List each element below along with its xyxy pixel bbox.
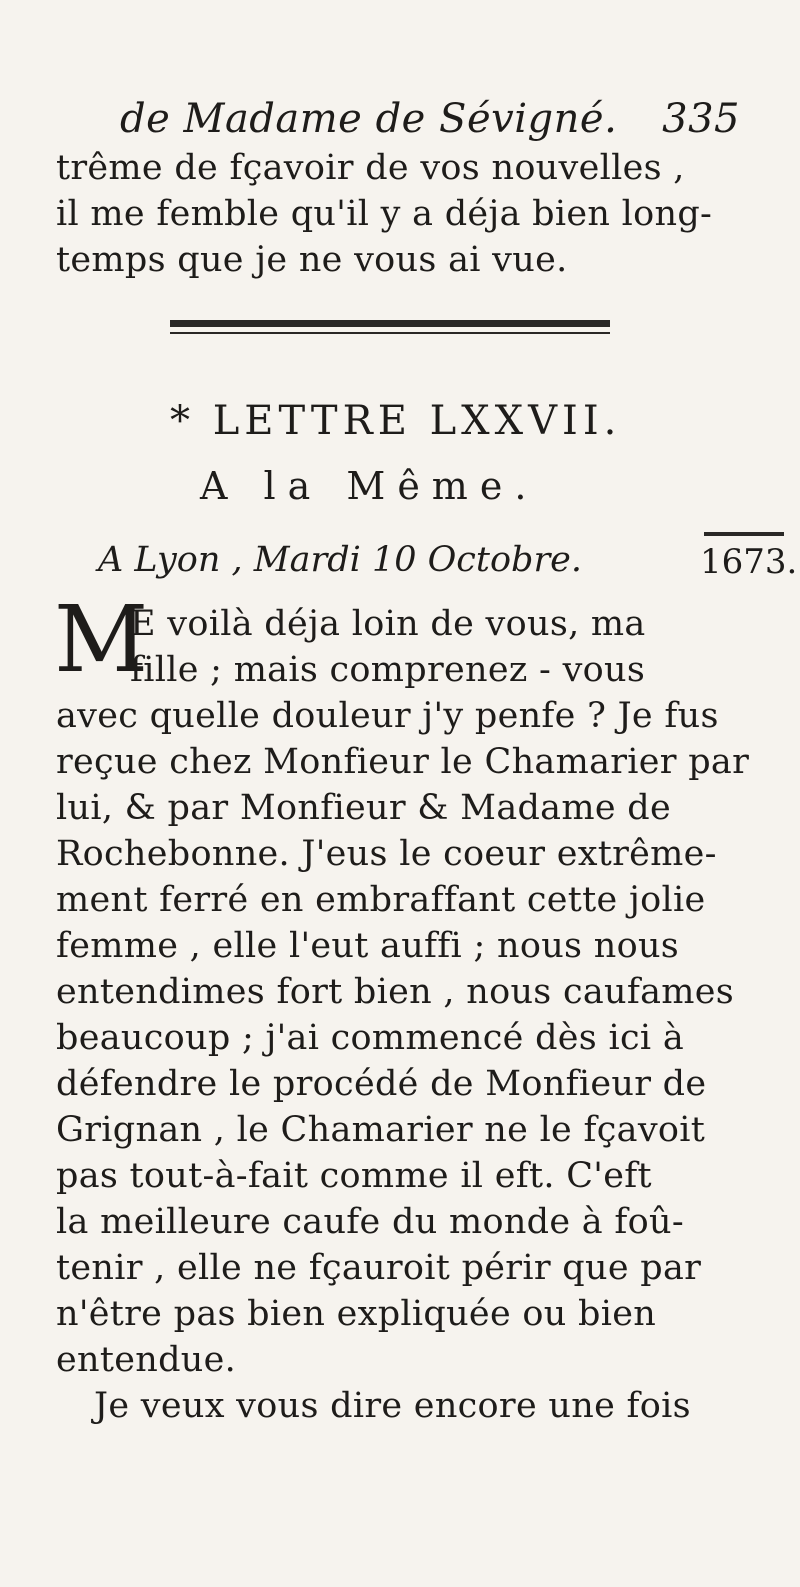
drop-cap: M bbox=[54, 586, 149, 693]
ornamental-rule-thin bbox=[170, 332, 610, 334]
body-line: beaucoup ; j'ai commencé dès ici à bbox=[56, 1018, 684, 1058]
letter-recipient: A la Même. bbox=[200, 464, 539, 508]
body-line: reçue chez Monfieur le Chamarier par bbox=[56, 742, 750, 782]
body-line: la meilleure caufe du monde à foû- bbox=[56, 1202, 684, 1242]
body-line: Grignan , le Chamarier ne le fçavoit bbox=[56, 1110, 706, 1150]
body-line: femme , elle l'eut auffi ; nous nous bbox=[56, 926, 680, 966]
letter-year: 1673. bbox=[700, 542, 798, 582]
body-line: fille ; mais comprenez - vous bbox=[130, 650, 646, 690]
body-line: pas tout-à-fait comme il eft. C'eft bbox=[56, 1156, 652, 1196]
year-rule bbox=[704, 532, 784, 536]
body-line: Rochebonne. J'eus le coeur extrême- bbox=[56, 834, 717, 874]
body-line: E voilà déja loin de vous, ma bbox=[130, 604, 646, 644]
body-line: défendre le procédé de Monfieur de bbox=[56, 1064, 707, 1104]
body-line: tenir , elle ne fçauroit périr que par bbox=[56, 1248, 702, 1288]
letter-place-date: A Lyon , Mardi 10 Octobre. bbox=[98, 540, 583, 580]
body-line: avec quelle douleur j'y penfe ? Je fus bbox=[56, 696, 719, 736]
body-line: lui, & par Monfieur & Madame de bbox=[56, 788, 671, 828]
intro-line: temps que je ne vous ai vue. bbox=[56, 240, 568, 280]
page-number: 335 bbox=[662, 96, 740, 142]
letter-title: * LETTRE LXXVII. bbox=[170, 398, 622, 444]
body-line-final: Je veux vous dire encore une fois bbox=[94, 1386, 691, 1426]
body-line: n'être pas bien expliquée ou bien bbox=[56, 1294, 657, 1334]
ornamental-rule bbox=[170, 320, 610, 327]
running-title: de Madame de Sévigné. bbox=[120, 96, 618, 142]
body-line: entendimes fort bien , nous caufames bbox=[56, 972, 735, 1012]
intro-line: trême de fçavoir de vos nouvelles , bbox=[56, 148, 685, 188]
body-line: entendue. bbox=[56, 1340, 237, 1380]
intro-line: il me femble qu'il y a déja bien long- bbox=[56, 194, 713, 234]
body-line: ment ferré en embraffant cette jolie bbox=[56, 880, 706, 920]
running-head bbox=[120, 96, 740, 142]
